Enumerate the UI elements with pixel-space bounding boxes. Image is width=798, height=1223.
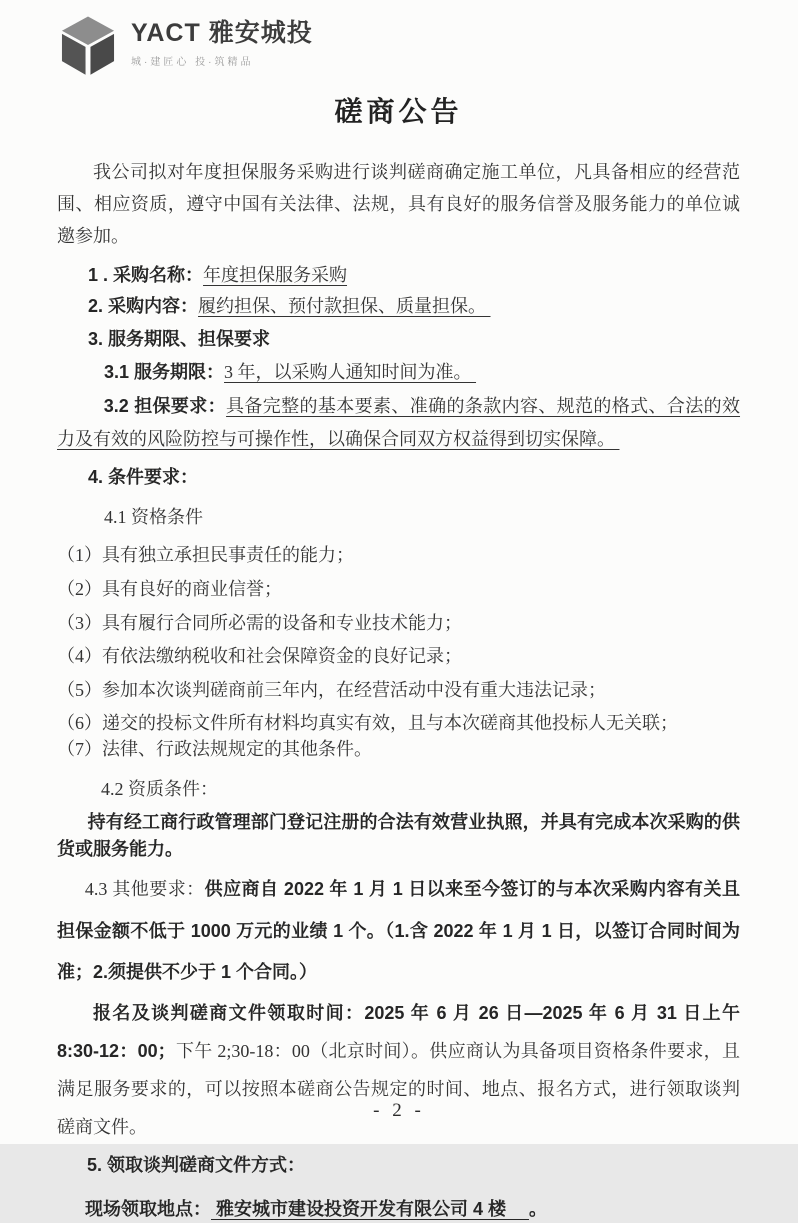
condition-item-5: （5）参加本次谈判磋商前三年内，在经营活动中没有重大违法记录； [57, 679, 606, 700]
heading-qualification-conditions: 4.1 资格条件 [104, 507, 203, 528]
logo-brand-text: YACT 雅安城投 [131, 19, 313, 47]
pickup-location-value: 雅安城市建设投资开发有限公司 4 楼 [211, 1199, 530, 1220]
item-guarantee-requirements-label: 3.2 担保要求： [103, 396, 227, 417]
other-requirements-label: 4.3 其他要求： [84, 879, 205, 900]
item-purchase-name-value: 年度担保服务采购 [203, 265, 348, 286]
condition-item-1: （1）具有独立承担民事责任的能力； [57, 545, 354, 566]
page-number: - 2 - [373, 1100, 425, 1121]
condition-item-6: （6）递交的投标文件所有材料均真实有效，且与本次磋商其他投标人无关联； [57, 713, 678, 734]
item-purchase-content-label: 2. 采购内容： [88, 296, 199, 317]
signup-time-bold: 报名及谈判磋商文件领取时间：2025 年 6 月 26 日—2025 年 6 月 31 日上午 8:30-12：00； [57, 1002, 740, 1061]
condition-item-2: （2）具有良好的商业信誉； [57, 578, 282, 599]
other-requirements-value: 供应商自 2022 年 1 月 1 日以来至今签订的与本次采购内容有关且担保金额不低于 1000 万元的业绩 1 个。（1.含 2022 年 1 月 1 日，以签订合同时间为准；2.须提供不少于 1 个合同。） [57, 879, 740, 983]
heading-condition-requirements: 4. 条件要求： [88, 467, 199, 488]
heading-document-pickup-method: 5. 领取谈判磋商文件方式： [87, 1155, 306, 1176]
item-service-term [104, 359, 740, 385]
other-requirements-paragraph [57, 869, 740, 993]
item-guarantee-requirements-value: 具备完整的基本要素、准确的条款内容、规范的格式、合法的效力及有效的风险防控与可操作性，以确保合同双方权益得到切实保障。 [57, 396, 741, 449]
signup-time-paragraph [57, 994, 740, 1147]
cube-logo-icon [57, 14, 119, 76]
item-purchase-content-value: 履约担保、预付款担保、质量担保。 [198, 296, 491, 317]
signup-time-rest: 下午 2;30-18：00（北京时间）。供应商认为具备项目资格条件要求，且满足服务要求的，可以按照本磋商公告规定的时间、地点、报名方式，进行领取谈判磋商文件。 [57, 1040, 740, 1137]
heading-credential-conditions: 4.2 资质条件： [101, 779, 218, 800]
pickup-location-line [85, 1196, 740, 1223]
item-service-term-value: 3 年，以采购人通知时间为准。 [224, 362, 477, 383]
item-purchase-name [88, 262, 740, 288]
pickup-location-suffix: 。 [529, 1199, 548, 1220]
condition-item-7: （7）法律、行政法规规定的其他条件。 [57, 738, 372, 759]
page-title: 磋商公告 [334, 96, 463, 127]
intro-paragraph: 我公司拟对年度担保服务采购进行谈判磋商确定施工单位，凡具备相应的经营范围、相应资质，遵守中国有关法律、法规，具有良好的服务信誉及服务能力的单位诚邀参加。 [57, 162, 740, 247]
credential-paragraph: 持有经工商行政管理部门登记注册的合法有效营业执照，并具有完成本次采购的供货或服务能力。 [57, 812, 740, 860]
heading-service-term: 3. 服务期限、担保要求 [88, 329, 271, 350]
pickup-location-label: 现场领取地点： [85, 1199, 211, 1220]
item-service-term-label: 3.1 服务期限： [104, 362, 225, 383]
condition-item-4: （4）有依法缴纳税收和社会保障资金的良好记录； [57, 646, 462, 667]
item-purchase-name-label: 1 . 采购名称： [88, 265, 204, 286]
condition-item-3: （3）具有履行合同所必需的设备和专业技术能力； [57, 612, 462, 633]
item-purchase-content [88, 293, 740, 319]
item-guarantee-requirements [57, 390, 740, 455]
logo-tagline: 城·建匠心 投·筑精品 [131, 56, 254, 68]
logo-text-block [131, 14, 313, 68]
company-logo [57, 14, 740, 80]
